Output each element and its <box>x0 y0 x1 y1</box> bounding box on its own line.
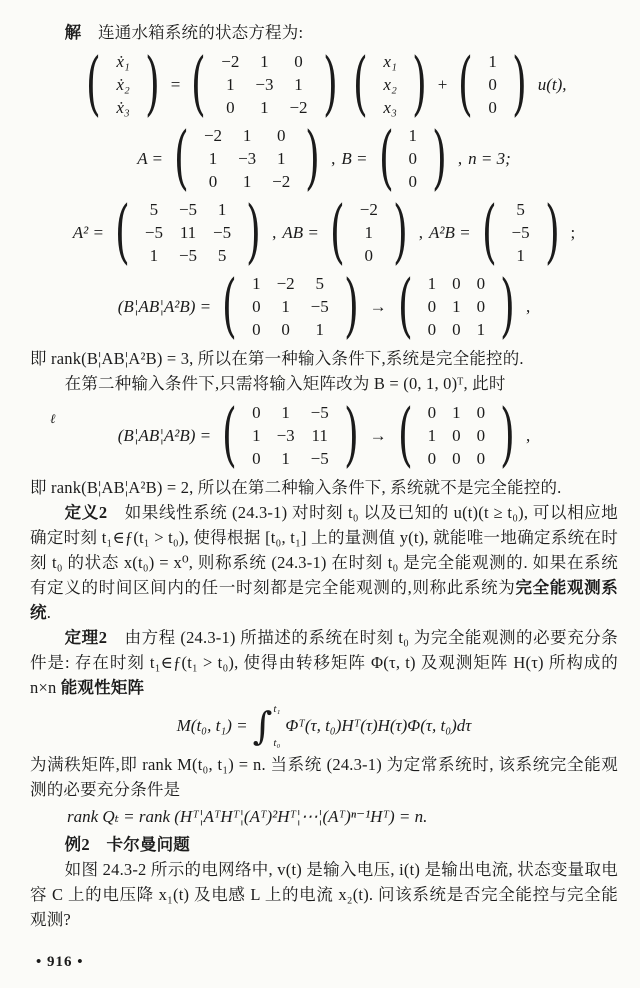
matrix-row <box>420 401 494 424</box>
matrix <box>476 192 566 273</box>
matrix-cell: 0 <box>488 98 497 117</box>
matrix-cell: 1 <box>226 75 235 94</box>
matrix-body <box>108 50 137 119</box>
bold-text: 完全能观测系统 <box>30 578 618 622</box>
math-text: , <box>526 425 531 445</box>
bold-text: 例2 <box>64 835 90 854</box>
math-text: → <box>369 425 387 445</box>
matrix-row <box>400 170 425 193</box>
matrix-cell: −5 <box>144 223 163 242</box>
math-text: (B¦AB¦A²B) = <box>117 296 212 316</box>
matrix-cell: 1 <box>252 274 261 293</box>
matrix-cell: 0 <box>408 172 417 191</box>
left-paren: ( <box>174 118 189 199</box>
bold-text: 能观性矩阵 <box>60 678 145 697</box>
left-paren: ( <box>458 44 474 125</box>
matrix-row <box>504 221 538 244</box>
body-text: . <box>46 603 52 622</box>
matrix-cell: −3 <box>276 426 295 445</box>
matrix-cell: −2 <box>289 98 308 117</box>
math-text: AB = <box>282 222 319 242</box>
matrix-row <box>400 147 425 170</box>
math-text: A = <box>137 148 164 168</box>
matrix-cell: 1 <box>149 246 159 265</box>
right-paren: ) <box>343 395 359 476</box>
matrix-row <box>213 50 315 73</box>
matrix-row <box>244 401 337 424</box>
matrix-cell: −2 <box>272 172 291 191</box>
matrix-cell: 1 <box>315 320 324 339</box>
matrix-cell: x₂ <box>383 75 397 94</box>
matrix-cell: −5 <box>511 223 530 242</box>
example-2-body <box>30 857 618 932</box>
matrix-body <box>420 401 494 470</box>
rank-3-conclusion <box>30 346 618 371</box>
matrix-cell: 5 <box>315 274 324 293</box>
matrix-cell: 0 <box>476 449 486 468</box>
matrix-body <box>213 50 315 119</box>
matrix-row <box>420 424 494 447</box>
matrix-body <box>375 50 404 119</box>
body-text: 即 rank(B¦AB¦A²B) = 3, 所以在第一种输入条件下,系统是完全能控的. <box>30 349 524 368</box>
left-paren: ( <box>378 118 394 199</box>
right-paren: ) <box>305 118 321 199</box>
matrix-cell: −2 <box>221 52 240 71</box>
definition-2 <box>30 500 618 625</box>
matrix-cell: 11 <box>179 223 197 242</box>
matrix-cell: 1 <box>408 126 417 145</box>
math-text: u(t), <box>537 74 567 94</box>
matrix-cell: 0 <box>281 320 290 339</box>
matrix-cell: 1 <box>281 403 290 422</box>
rank-Q-criterion <box>30 807 618 827</box>
math-text: → <box>369 296 387 316</box>
matrix-row <box>244 318 337 341</box>
math-text: rank Qₜ = rank (Hᵀ¦AᵀHᵀ¦(Aᵀ)²Hᵀ¦⋯¦(Aᵀ)ⁿ⁻¹Hᵀ) = n. <box>67 807 428 826</box>
matrix-body <box>420 272 494 341</box>
matrix-cell: 1 <box>242 126 252 145</box>
matrix <box>373 118 453 199</box>
matrix-cell: 1 <box>427 426 437 445</box>
matrix-row <box>108 96 137 119</box>
body-text: 在第二种输入条件下,只需将输入矩阵改为 B = (0, 1, 0)ᵀ, 此时 <box>64 374 506 393</box>
matrix-body <box>504 198 538 267</box>
matrix-cell: −5 <box>310 297 329 316</box>
matrix-row <box>196 170 298 193</box>
right-paren: ) <box>343 266 359 347</box>
math-text: , <box>331 148 336 168</box>
bold-text: 解 <box>64 23 82 42</box>
matrix-cell: −5 <box>178 246 198 265</box>
matrix-cell: 0 <box>294 52 303 71</box>
matrix-cell: 0 <box>276 126 286 145</box>
matrix-cell: 0 <box>452 426 461 445</box>
matrix-cell: −5 <box>310 449 329 468</box>
controllability-matrix-second-input <box>30 395 618 476</box>
body-text: 如果线性系统 (24.3-1) 对时刻 t₀ 以及已知的 u(t)(t ≥ t₀), 可以相应地确定时刻 t₁∈ƒ(t₁ > t₀), 使得根据 [t₀, t₁] 上的量测值 y(t), 就能唯一地确定系统在时刻 t₀ 的状态 x(t₀) = x⁰, 则称系统 (24.3-1) 在时刻 t₀ 是完全能观测的. 如果在系统有定义的时间区间内的任一时刻都是完全能观测的,则称此系统为 <box>30 503 618 597</box>
matrix-cell: −5 <box>310 403 329 422</box>
example-2-title <box>30 832 618 857</box>
matrix-row <box>244 272 337 295</box>
matrix-cell: 0 <box>476 297 486 316</box>
stray-mark: ℓ <box>50 411 56 426</box>
matrix-row <box>420 447 494 470</box>
matrix <box>185 44 343 125</box>
integral-sign <box>253 705 281 747</box>
matrix-cell: 0 <box>452 320 461 339</box>
matrix-cell: 1 <box>217 200 227 219</box>
matrix-cell: 1 <box>208 149 218 168</box>
matrix-cell: 1 <box>242 172 252 191</box>
left-paren: ( <box>222 266 238 347</box>
right-paren: ) <box>144 44 160 125</box>
matrix-body <box>244 401 337 470</box>
matrix-row <box>244 424 337 447</box>
matrix <box>392 266 521 347</box>
matrix-cell: −2 <box>276 274 295 293</box>
matrix-row <box>244 295 337 318</box>
matrix-row <box>400 124 425 147</box>
matrix-cell: 5 <box>516 200 525 219</box>
matrix-row <box>504 244 538 267</box>
matrix <box>168 118 326 199</box>
matrix-cell: 0 <box>488 75 497 94</box>
matrix-cell: 0 <box>427 297 437 316</box>
matrix-cell: −5 <box>178 200 198 219</box>
observability-gramian <box>30 705 618 747</box>
matrix-row <box>137 244 239 267</box>
matrix-cell: 0 <box>252 297 261 316</box>
theorem-2 <box>30 625 618 700</box>
math-text: ; <box>570 222 576 242</box>
matrix-cell: 0 <box>452 274 461 293</box>
matrix-row <box>375 73 404 96</box>
matrix-row <box>108 50 137 73</box>
matrix-row <box>196 124 298 147</box>
matrix-cell: 1 <box>281 297 290 316</box>
matrix-cell: 11 <box>311 426 328 445</box>
matrix-cell: 0 <box>427 403 437 422</box>
right-paren: ) <box>500 266 515 347</box>
matrix-cell: 0 <box>427 449 437 468</box>
bold-text: 定义2 <box>64 503 108 522</box>
left-paren: ( <box>397 395 413 476</box>
matrix <box>109 192 267 273</box>
matrix-row <box>420 318 494 341</box>
matrix-row <box>352 198 386 221</box>
matrix-body <box>352 198 386 267</box>
matrix <box>392 395 521 476</box>
math-text: + <box>437 74 448 94</box>
matrix-cell: 0 <box>476 426 486 445</box>
matrices-A2-AB-A2B <box>30 192 618 273</box>
right-paren: ) <box>432 118 447 199</box>
matrix-row <box>420 272 494 295</box>
matrix-row <box>480 73 505 96</box>
document-body <box>30 20 618 932</box>
left-paren: ( <box>353 44 369 125</box>
right-paren: ) <box>322 44 338 125</box>
matrix-row <box>244 447 337 470</box>
right-paren: ) <box>500 395 515 476</box>
matrix-cell: 0 <box>408 149 417 168</box>
matrix <box>324 192 414 273</box>
matrix-cell: x₃ <box>383 98 397 117</box>
matrix-row <box>196 147 298 170</box>
matrix-cell: 1 <box>276 149 286 168</box>
matrix <box>216 266 365 347</box>
matrix-row <box>352 221 386 244</box>
matrix-cell: 0 <box>476 403 486 422</box>
matrix-cell: 1 <box>488 52 497 71</box>
right-paren: ) <box>411 44 427 125</box>
matrix-cell: 1 <box>281 449 290 468</box>
math-text: Φᵀ(τ, t₀)Hᵀ(τ)H(τ)Φ(τ, t₀)dτ <box>285 716 472 735</box>
matrix-cell: ẋ₂ <box>116 75 130 94</box>
left-paren: ( <box>481 192 497 273</box>
left-paren: ( <box>329 192 345 273</box>
matrix-cell: 1 <box>516 246 525 265</box>
matrix-cell: 5 <box>217 246 227 265</box>
math-text: = <box>170 74 181 94</box>
matrix <box>347 44 432 125</box>
bold-text: 卡尔曼问题 <box>89 835 190 854</box>
math-text: B = <box>341 148 368 168</box>
matrix-row <box>375 50 404 73</box>
right-paren: ) <box>511 44 527 125</box>
math-text: n = 3; <box>468 148 511 168</box>
matrix-cell: 1 <box>427 274 437 293</box>
matrix-cell: 0 <box>364 246 374 265</box>
integral-lower-limit: t₀ <box>273 737 281 749</box>
page-number: • 916 • <box>36 954 84 970</box>
matrix-row <box>352 244 386 267</box>
matrix-cell: 0 <box>252 320 261 339</box>
matrix-row <box>375 96 404 119</box>
matrix-row <box>504 198 538 221</box>
right-paren: ) <box>246 192 262 273</box>
matrix <box>452 44 532 125</box>
matrix-body <box>137 198 239 267</box>
body-text: 为满秩矩阵,即 rank M(t₀, t₁) = n. 当系统 (24.3-1) 为定常系统时, 该系统完全能观测的必要充分条件是 <box>30 755 618 799</box>
matrix-cell: 1 <box>452 297 461 316</box>
matrix-cell: 0 <box>427 320 437 339</box>
left-paren: ( <box>191 44 207 125</box>
matrix-cell: ẋ₁ <box>116 52 130 71</box>
math-text: (B¦AB¦A²B) = <box>117 425 212 445</box>
left-paren: ( <box>86 44 102 125</box>
controllability-matrix-first-input <box>30 266 618 347</box>
body-text: 如图 24.3-2 所示的电网络中, v(t) 是输入电压, i(t) 是输出电流, 状态变量取电容 C 上的电压降 x₁(t) 及电感 L 上的电流 x₂(t). 问该系统是否完全能控与完全能观测? <box>30 860 618 929</box>
math-text: , <box>526 296 531 316</box>
matrix-cell: 0 <box>252 449 261 468</box>
integral-upper-limit: t₁ <box>273 703 281 715</box>
matrix-row <box>480 96 505 119</box>
matrix-cell: 0 <box>226 98 235 117</box>
math-text: A²B = <box>429 222 471 242</box>
matrix-cell: 1 <box>260 98 269 117</box>
body-text: 连通水箱系统的状态方程为: <box>81 23 304 42</box>
matrix-body <box>400 124 425 193</box>
bold-text: 定理2 <box>64 628 108 647</box>
body-text: 即 rank(B¦AB¦A²B) = 2, 所以在第二种输入条件下, 系统就不是完全能控的. <box>30 478 562 497</box>
matrix-cell: 0 <box>452 449 461 468</box>
left-paren: ( <box>222 395 238 476</box>
math-text: A² = <box>72 222 104 242</box>
matrix-cell: 1 <box>476 320 486 339</box>
body-text: 由方程 (24.3-1) 所描述的系统在时刻 t₀ 为完全能观测的必要充分条件是: 存在时刻 t₁∈ƒ(t₁ > t₀), 使得由转移矩阵 Φ(τ, t) 及观测矩阵 H(τ) 所构成的 n×n <box>30 628 618 697</box>
matrix-cell: 1 <box>294 75 303 94</box>
integral-glyph: ∫ <box>252 704 273 748</box>
matrix <box>216 395 365 476</box>
right-paren: ) <box>544 192 560 273</box>
matrix-cell: 1 <box>260 52 269 71</box>
matrices-A-B-n <box>30 118 618 199</box>
matrix-cell: ẋ₃ <box>116 98 130 117</box>
matrix-cell: 5 <box>149 200 159 219</box>
math-text: , <box>418 222 423 242</box>
matrix-row <box>480 50 505 73</box>
matrix-row <box>213 96 315 119</box>
matrix-cell: −2 <box>203 126 223 145</box>
matrix-body <box>196 124 298 193</box>
matrix-row <box>108 73 137 96</box>
matrix-cell: 1 <box>364 223 374 242</box>
solution-intro <box>30 20 618 45</box>
math-text: M(t₀, t₁) = <box>176 716 248 735</box>
second-input-condition <box>30 371 618 396</box>
matrix-row <box>213 73 315 96</box>
math-text: , <box>457 148 463 168</box>
matrix-body <box>480 50 505 119</box>
full-rank-condition <box>30 752 618 802</box>
matrix-cell: 1 <box>252 426 261 445</box>
left-paren: ( <box>114 192 130 273</box>
matrix-cell: −3 <box>238 149 257 168</box>
matrix-row <box>420 295 494 318</box>
matrix-row <box>137 198 239 221</box>
matrix-cell: −5 <box>213 223 232 242</box>
matrix-cell: x₁ <box>383 52 397 71</box>
matrix-cell: 0 <box>252 403 261 422</box>
matrix-cell: 0 <box>476 274 486 293</box>
math-text: , <box>272 222 277 242</box>
rank-2-conclusion <box>30 475 618 500</box>
matrix-cell: 0 <box>208 172 218 191</box>
matrix-row <box>137 221 239 244</box>
matrix-body <box>244 272 337 341</box>
left-paren: ( <box>397 266 413 347</box>
integral-limits <box>273 705 280 747</box>
matrix-cell: −2 <box>359 200 378 219</box>
matrix-cell: −3 <box>255 75 274 94</box>
state-equation <box>30 44 618 125</box>
right-paren: ) <box>392 192 408 273</box>
matrix-cell: 1 <box>452 403 461 422</box>
matrix <box>80 44 165 125</box>
